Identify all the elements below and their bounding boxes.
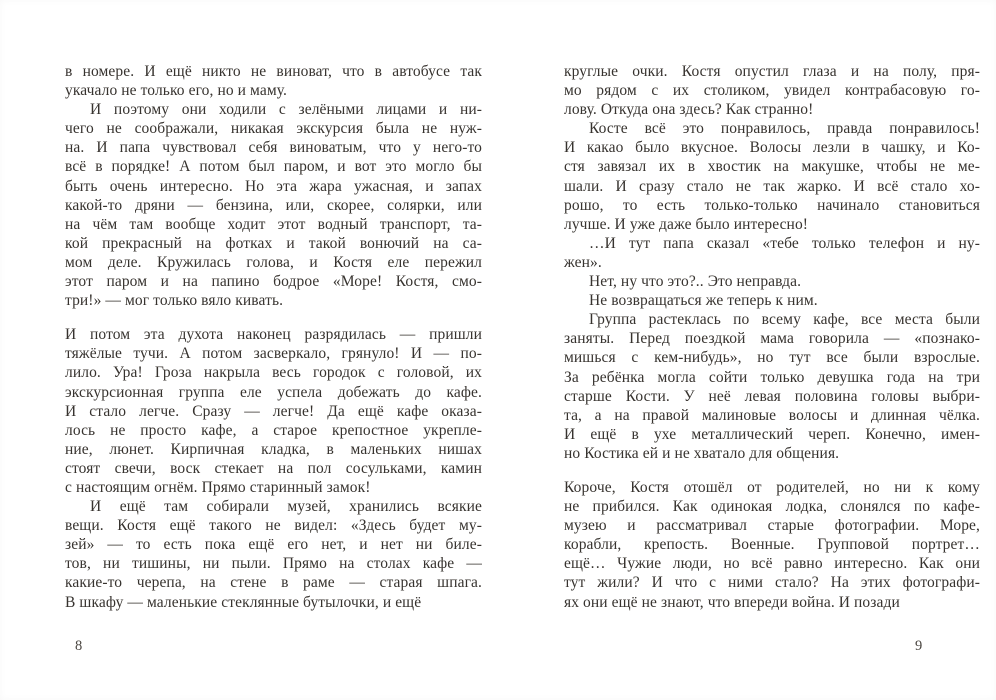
text-line: кой прекрасный на фотках и такой вонючий на са-	[65, 234, 482, 252]
text-line: на чём там вообще ходит этот водный транспорт, та-	[65, 215, 482, 233]
text-line: И ещё в ухе металлический череп. Конечно, имен-	[564, 425, 980, 443]
text-line: какой-то дряни — бензина, или, скорее, солярки, или	[65, 196, 482, 214]
text-line: лило. Ура! Гроза накрыла весь городок с головой, их	[65, 364, 482, 382]
text-line: тов, ни тишины, ни пыли. Прямо на столах кафе —	[65, 555, 482, 573]
text-line: В шкафу — маленькие стеклянные бутылочки, и ещё	[65, 593, 422, 611]
text-line: лучше. И уже даже было интересно!	[564, 215, 809, 233]
text-line: старше Кости. У неё левая половина головы выбри-	[564, 387, 980, 405]
text-line: И стало легче. Сразу — легче! Да ещё кафе оказа-	[65, 402, 482, 420]
text-line: И потом эта духота наконец разрядилась — пришли	[65, 326, 482, 344]
text-line: тут жили? И что с ними стало? На этих фотографи-	[564, 574, 980, 592]
paragraph	[65, 100, 482, 310]
text-line: Короче, Костя отошёл от родителей, но ни к кому	[564, 478, 980, 496]
text-line: в номере. И ещё никто не виноват, что в автобусе так	[65, 63, 482, 80]
paragraph	[564, 119, 980, 234]
text-line: экскурсионная группа еле успела добежать до кафе.	[65, 383, 482, 401]
text-line: укачало не только его, но и маму.	[65, 82, 288, 100]
page-number-right: 9	[915, 638, 923, 654]
text-line: с настоящим огнём. Прямо старинный замок!	[65, 478, 371, 496]
page-right-text-column	[564, 62, 980, 612]
text-line: стя завязал их в хвостик на макушке, чтобы не ме-	[564, 158, 980, 176]
paragraph	[65, 62, 482, 100]
text-line: круглые очки. Костя опустил глаза и на полу, пря-	[564, 63, 980, 80]
text-line: Группа растеклась по всему кафе, все места были	[589, 311, 980, 329]
text-line: три!» — мог только вяло кивать.	[65, 292, 284, 310]
paragraph	[564, 234, 980, 272]
text-line: всё в порядке! А потом был паром, и вот это могло бы	[65, 158, 482, 176]
text-line: этот паром и на папино бодрое «Море! Костя, смо-	[65, 273, 482, 291]
text-line: лось не просто кафе, а старое крепостное укрепле-	[65, 421, 482, 439]
text-line: жен».	[564, 253, 602, 271]
paragraph	[564, 310, 980, 463]
text-line: За ребёнка могла сойти только девушка года на три	[564, 368, 980, 386]
text-line: зей» — то есть пока ещё его нет, и нет ни биле-	[65, 536, 482, 554]
paragraph	[65, 325, 482, 497]
text-line: мом деле. Кружилась голова, и Костя еле пережил	[65, 253, 482, 271]
text-line: мо рядом с их столиком, увидел контрабасовую го-	[564, 82, 980, 100]
text-line: Нет, ну что это?.. Это неправда.	[589, 273, 802, 291]
text-line: не прибился. Как одинокая лодка, слонялся по кафе-	[564, 498, 980, 516]
text-line: …И тут папа сказал «тебе только телефон и ну-	[589, 234, 980, 252]
text-line: И какао было вкусное. Волосы лезли в чашку, и Ко-	[564, 139, 980, 157]
text-line: вещи. Костя ещё такого не видел: «Здесь будет му-	[65, 517, 482, 535]
paragraph	[564, 478, 980, 612]
text-line: рошо, то есть только-только начинало становиться	[564, 196, 980, 214]
text-line: И ещё там собирали музей, хранились всякие	[90, 498, 482, 516]
text-line: заняты. Перед поездкой мама говорила — «познако-	[564, 330, 980, 348]
text-line: Косте всё это понравилось, правда понравилось!	[589, 120, 980, 138]
text-line: быть очень интересно. Но эта жара ужасная, и запах	[65, 177, 482, 195]
text-line: И поэтому они ходили с зелёными лицами и ни-	[90, 101, 482, 119]
text-line: стоят свечи, воск стекает на пол сосульками, камин	[65, 459, 482, 477]
text-line: чего не соображали, никакая экскурсия была не нуж-	[65, 120, 482, 138]
text-line: Не возвращаться же теперь к ним.	[589, 292, 818, 310]
text-line: какие-то черепа, на стене в раме — старая шпага.	[65, 574, 482, 592]
text-line: ние, люнет. Кирпичная кладка, в маленьких нишах	[65, 440, 482, 458]
paragraph	[65, 497, 482, 612]
text-line: та, а на правой малиновые волосы и длинная чёлка.	[564, 406, 980, 424]
text-line: шали. И сразу стало не так жарко. И всё стало хо-	[564, 177, 980, 195]
text-line: корабли, крепость. Военные. Групповой портрет…	[564, 536, 980, 554]
text-line: мишься с кем-нибудь», но тут все были взрослые.	[564, 349, 980, 367]
paragraph	[564, 62, 980, 119]
text-line: лову. Откуда она здесь? Как странно!	[564, 101, 814, 119]
text-line: на. И папа чувствовал себя виноватым, что у него-то	[65, 139, 482, 157]
text-line: ещё… Чужие люди, но всё равно интересно. Как они	[564, 555, 980, 573]
page-number-left: 8	[75, 638, 83, 654]
page-left-text-column	[65, 62, 482, 612]
text-line: но Костика ей и не хватало для общения.	[564, 444, 840, 462]
paragraph	[564, 272, 980, 291]
text-line: ях они ещё не знают, что впереди война. И позади	[564, 593, 900, 611]
text-line: музею и рассматривал старые фотографии. Море,	[564, 517, 980, 535]
text-line: тяжёлые тучи. А потом засверкало, грянуло! И — по-	[65, 345, 482, 363]
paragraph	[564, 291, 980, 310]
